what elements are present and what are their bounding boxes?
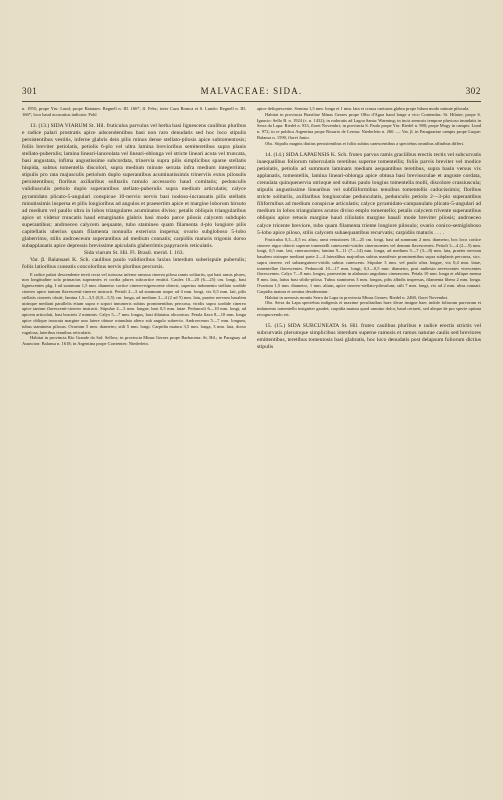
paragraph: Sida viarum St. Hil. Fl. Brasil. merid. I. 163. [84, 250, 184, 257]
header-rule [22, 101, 481, 102]
paragraph: Habitat in provincia Rio Grande do Sul: Sellow; in provincia Minas Geraes prope Barbacena: St. Hil.; in Paraguay ad Asuncion: Balansa n. 1618; in Argentina prope Corrientes: Niederlein. [22, 335, 246, 347]
paragraph: 15. (15.) SIDA SUBCUNEATA St. Hil. frutex caulibus pluribus e radice erectis strictis vel subcurvatis plerumque simplicibus interdum superne ramosis et ramos naturae caulis sed breviores emittentibus, teretibus tomentosis basi glabratis, hoc loco denudatis post delapsum foliorum dictius stipulis [257, 322, 481, 351]
paragraph: E radice palari descendente tereti recta vel tortuosa inferne ramosa cinerea pilosa ramis solitariis, qui basi ramis plures, non longitudine sola primacius superantes et cordia plures subcortice emittit. Caules 10—20 (6—25) cm. longi, basi lignescentes pkg. I ad summum 1,5 mm. diametro cortice cinereo-nigrescente obtecti, superius indumento stellato sordide cinereo apice tantum flavescenti-cinereo instructi. Petioli 2—3 ad summum usque ad 4 mm. longi, vix 0,5 mm. lati, pilis stellatis cinereis obsiti; lamina 1,5—3,5 (0,8—5,5) cm. longa, ad medium 3—4 (2 ad 5) mm. lata, praeter nervum basalem utrinque mediani parallelis etiam supra e sopori innumeris subtus prominentibus percursa, viridis supra sordide cinereo apice tantum flavescenti-cinereo instructi. Stipulae 2—3 mm. longae, basi 0,5 mm. latae. Pedunculi 6—10 mm. longi, ad apicem articulati, basi bracteis 2 minimis. Calyx 5—7 mm. longus, basi dilatatus obconicus. Petala flava 8—10 mm. longa apice oblique truncata margine uno latere obtuse rotundata altero sub angulo subrecto. Androeceum 5—7 mm. longum, tubus stamineus pilosus. Ovarium 5 mm. diametro; stili 5 mm. longi. Carpidia matura 3,5 mm. longa, 3 mm. lata, dorso rugulosa, lateribus tenuibus reticulatis. [22, 271, 246, 335]
paragraph: 13. (13.) SIDA VIARUM St. Hil. fruticulus parvulus vel herba basi lignescens caulibus pluribus e radice palari prostratis apice adscendentibus basi non raro denudatis sed hoc loco stipulis persistentibus vestitis, inferne glabris dein pilis minus dense stellato-pilosis apice subtomentosis; foliis breviter petiolatis, petiolis 6-plo vel ultra lamina brevioribus semiteretibus supra planis stellato-puberulis; lamina lineari-lanceolata vel lineari-oblonga vel stricte lineari acuta vel truncata, basi angustata, infima angustissime subcordata, trinervia supra pilis simplicibus sparse stellatis hispida, subtus tomentella discolori, supra medium minute serrata infra medium integerrima; stipulis pro rata majusculis petiolum duplo superantibus acuminatissimis trinerviis extus pilosulis persistentibus; floribus axillaribus solitariis ramulo accessorio haud comitatis; pedunculis validiusculis petiolo duplo superantibus stellato-puberulis supra medium articulatis; calyce pyramidato plicato-5-angulari conspicue 10-nervio nervis basi nodoso-incrassatis pilis stellatis minutissimis inspersa et pilis longioribus ad angulos et praesertim apice et margine loborum hirsuto ad medium vel paullo ultra in lobos triangulares acuminatos diviso; petalis obliquis triangularibus apice ut videtur truncatis haud emarginatis glabris basi modo parce pilosis calycem subduplo superantibus; androeceo calycem aequante, tubo stamineo quam filamenta 4-plo longiore pilis capitellatis uberius quam filamenta nonnulla exteriora inspersa; ovario subgloboso 5-lobo glaberrimo, stilis androeceum superantibus ad medium connatis; carpidiis maturis trigonis dorso subapplanatis apice depressis brevissime apiculatis glaberrimis papyraceis reticulatis. [22, 122, 246, 250]
right-column [257, 106, 481, 776]
paragraph: Habitat in provincia Brasiliae Minas Geraes prope Olho d'Agua haud longe a vico Contendas: St. Hilaire; prope S. Ignacio: Sello B. n. 1924 (c. n. 1432); in rudoratis ad Lagoa Santa: Warming; in incis arenosis tempore pluvioso inundatis in Serra da Lapa: Riedel n. 933, floret Novembri; in provincia S. Paulo prope Ytu: Riedel n. 980; prope Mogy in campis: Lund n. 972; in re publica Argentina prope Rosario de Lerma: Niederlein n. 260. — Var. β. in Paraguariae campis prope Luque: Balansa n. 1590, floret Junio. [257, 111, 481, 140]
paragraph: 14. (14.) SIDA LAPAENSIS K. Sch. frutex parvus ramis gracilibus erectis rectis vel subcurvatis inaequalibus foliorum tuberculatis teretibus superne tomentellis; foliis parvis breviter vel modice petiolatis, petiolis ad summum laminam mediam aequantibus teretibus, supra basin versus vix applanatis, tomentellis, lamina lineari-oblonga apice obtusa basi breviusculae et anguste cordata, crenulata quinquenervia utrinque sed subtus paulo longius tomentella molli, discolore crassiuscula; stipulis angustissime linearibus vel subfiliformibus tenuibus tomentellis caducissimis; floribus stricte solitariis, axillaribus longiusculae pedunculatis, pedunculis petiolo 2—3-plo superantibus filiformibus ad medium conspicue articulatis; calyce pyramidato-campanulato plicato-5-angulari ad medium in lobos triangulares acutos diviso emplo tomentello; petalis calycem trivente superantibus obliquis apice retusis margine haud ciliolatis margine basali mode breviter pilosis; androeceo calyce tricente breviore, tubo quam filamenta triente longiore pilosulo; ovario conico-semigloboso 5-lobo apice piloso, stilis calycem subaequantibus recurvatis; carpidiis maturis . . . . [257, 151, 481, 236]
page-number-left: 301 [22, 86, 38, 96]
page-header [22, 86, 481, 100]
left-column [22, 106, 246, 776]
paragraph: Fruticulus 0,3—0,5 m. altus; rami vetustiores 10—25 cm. longi, basi ad summum 2 mm. diametro, hoc loco cortice cinereo nigro obtecti superne tomentelli canescenti-virides cinerascentes vel demum flavescentes. Petioli 3—4 (2—5) mm. longi, 0,5 mm. lati, cinerascentes; lamina 9—11 (7—14) mm. longa, ad medium 5—7 (3—8) mm. lata, praeter nervum basalem utrinque mediani parte 2—4 lateralibus majoribus subtus manifeste prominentibus supra subplanis percursa, sicc. supra cinereo vel subsanguineo-viridis subtus canescens. Stipulae 3 mm. vel paulo ultra longae, vix 0,4 mm. latae, tomentellae flavescentes. Pedunculi 10—17 mm. longi, 0,3—0,5 mm. diametro, post anthesin aevescentes virescentes flavescentes. Calyx 7—8 mm. longus, praesertim in alabastro angulatus cinerascens. Petala 10 mm. longa et oblique mensa 8 mm. lata, latius basi sibilo-pilosa. Tubus stamineus 3 mm. longus, pilis albidis inspersus, filamenta libera 2 mm. longa. Ovarium 1,5 mm. diametro, 1 mm. altum, apice cinereo-stellato-pilosulum; stili 7 mm. longi, vix ad 2 mm. ultra connati. Carpidia matura et semina desiderantur. [257, 236, 481, 294]
page-number-right: 302 [465, 86, 481, 96]
paragraph: Habitat in arenosis montis Serra da Lapa in provincia Minas Geraes: Riedel n. 2468, floret Novembri. [265, 294, 449, 300]
paragraph: apice deliquescente. Semina 1,5 mm. longa et 1 mm. lata et crassa caetusea glabra prope hilum modo minute pilosula. [257, 106, 470, 111]
paragraph: Var. β. Balansaei K. Sch. caulibus paulo validioribus laxius interdum suberispule puberulis; foliis latioribus cuneatis concoloribus nervis pluribus percursis. [22, 257, 246, 271]
paragraph: Obs. Stipulis magnis diutius persistentibus et foliis subtus canescentibus a speciebus omnibus affinibus differt. [265, 140, 464, 146]
paragraph: Obs. Serra da Lapa speciebus indigenis et maxime peculiaribus haec divae insigne haec indole foliorum parvorum et indumento tomentello insigniter gaudet; carpidia matura quod omnino dolor, haud certaeti, sed aleque de pro specie optima recognovendo est. [257, 300, 481, 318]
paragraph: n. 1955; prope Ytu: Lund; prope Batataes: Regnell n. III. 166*, fl. Febr.; inter Caza Branca et S. Lundo: Regnell n. III. 166*; loco haud accuratius indicato: Pohl [22, 106, 246, 117]
running-title: MALVACEAE: SIDA. [200, 86, 303, 96]
